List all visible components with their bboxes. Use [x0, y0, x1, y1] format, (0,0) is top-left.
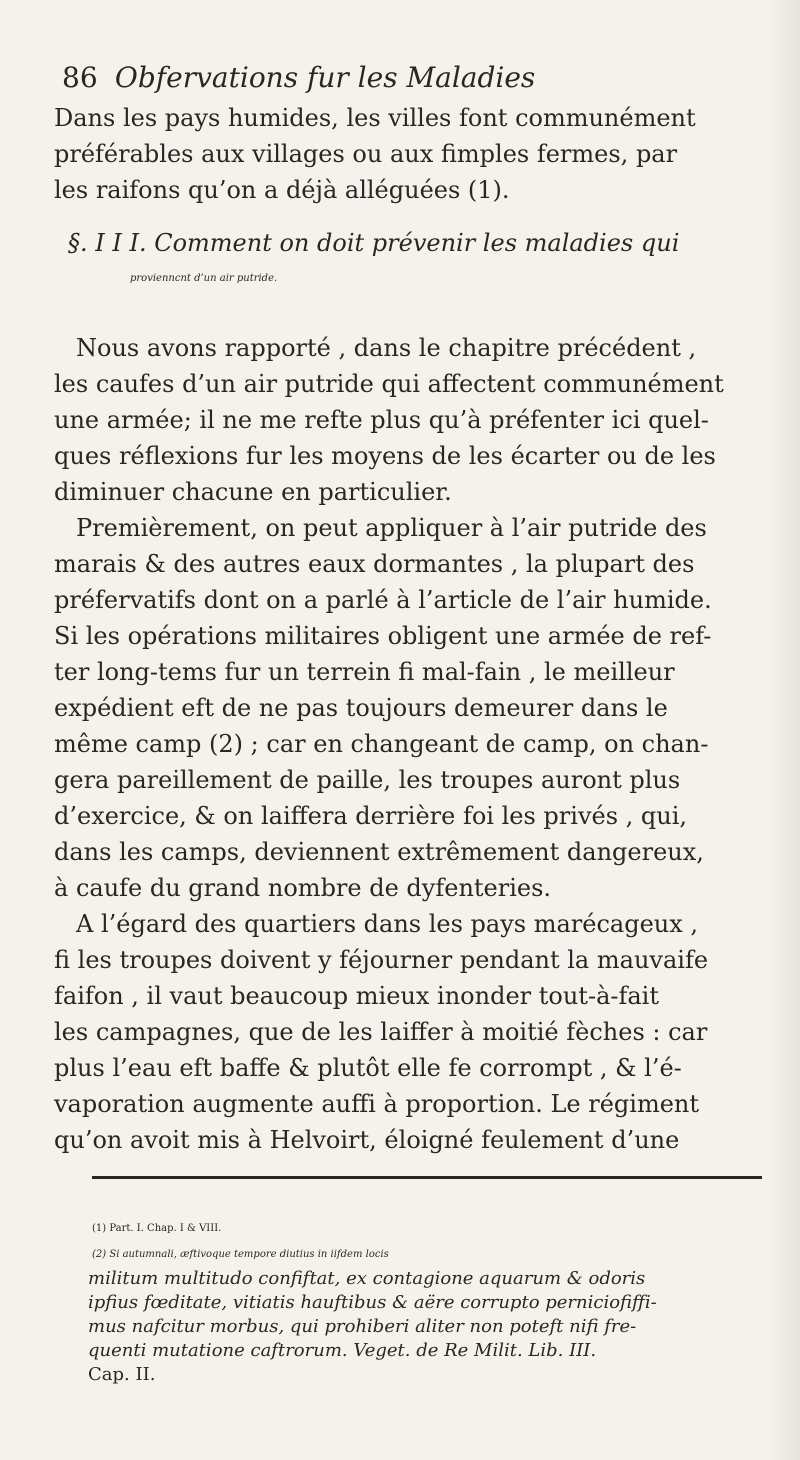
- page-number: 86: [62, 61, 98, 94]
- body-line: une armée; il ne me refte plus qu’à préfenter ici quel-: [54, 406, 709, 434]
- body-line: les raifons qu’on a déjà alléguées (1).: [54, 176, 510, 204]
- body-line: A l’égard des quartiers dans les pays marécageux ,: [76, 910, 699, 938]
- body-line: préfervatifs dont on a parlé à l’article de l’air humide.: [54, 586, 712, 614]
- footnote-line: (1) Part. I. Chap. I & VIII.: [92, 1223, 222, 1234]
- body-line: expédient eft de ne pas toujours demeurer dans le: [54, 694, 668, 722]
- footnote-line: militum multitudo confiftat, ex contagione aquarum & odoris: [88, 1268, 646, 1289]
- body-line: marais & des autres eaux dormantes , la plupart des: [54, 550, 695, 578]
- footnote-line: quenti mutatione caftrorum. Veget. de Re Milit. Lib. III.: [88, 1340, 597, 1361]
- body-line: Dans les pays humides, les villes font communément: [54, 104, 696, 132]
- body-line: dans les camps, deviennent extrêmement dangereux,: [54, 838, 704, 866]
- running-head: [62, 58, 762, 98]
- body-line: plus l’eau eft baffe & plutôt elle fe corrompt , & l’é-: [54, 1054, 682, 1082]
- page-edge-shadow: [770, 0, 800, 1460]
- body-line: faifon , il vaut beaucoup mieux inonder tout-à-fait: [54, 982, 659, 1010]
- body-line: fi les troupes doivent y féjourner pendant la mauvaife: [54, 946, 709, 974]
- footnote-line: (2) Si autumnali, æftivoque tempore diutius in iifdem locis: [92, 1249, 389, 1260]
- body-line: les caufes d’un air putride qui affectent communément: [54, 370, 724, 398]
- body-line: même camp (2) ; car en changeant de camp, on chan-: [54, 730, 709, 758]
- body-line: vaporation augmente auffi à proportion. Le régiment: [54, 1090, 699, 1118]
- footnote-rule: [92, 1176, 762, 1179]
- body-line: gera pareillement de paille, les troupes auront plus: [54, 766, 681, 794]
- body-line: préférables aux villages ou aux fimples fermes, par: [54, 140, 678, 168]
- body-line: d’exercice, & on laiffera derrière foi les privés , qui,: [54, 802, 688, 830]
- body-line: diminuer chacune en particulier.: [54, 478, 452, 506]
- body-line: Si les opérations militaires obligent une armée de ref-: [54, 622, 712, 650]
- running-title: Obfervations fur les Maladies: [114, 61, 536, 94]
- footnote-line: Cap. II.: [88, 1364, 156, 1385]
- body-line: qu’on avoit mis à Helvoirt, éloigné feulement d’une: [54, 1126, 680, 1154]
- body-line: ter long-tems fur un terrein fi mal-fain , le meilleur: [54, 658, 675, 686]
- section-heading-cont: provienncnt d’un air putride.: [130, 273, 278, 284]
- footnote-line: mus nafcitur morbus, qui prohiberi aliter non poteft nifi fre-: [88, 1316, 637, 1337]
- body-line: Nous avons rapporté , dans le chapitre précédent ,: [76, 334, 697, 362]
- body-line: ques réflexions fur les moyens de les écarter ou de les: [54, 442, 716, 470]
- body-line: les campagnes, que de les laiffer à moitié fèches : car: [54, 1018, 708, 1046]
- body-line: Premièrement, on peut appliquer à l’air putride des: [76, 514, 707, 542]
- body-line: à caufe du grand nombre de dyfenteries.: [54, 874, 552, 902]
- section-heading: §. I I I. Comment on doit prévenir les maladies qui: [68, 229, 680, 257]
- footnote-line: ipfius fœditate, vitiatis hauftibus & aëre corrupto perniciofiffi-: [88, 1292, 657, 1313]
